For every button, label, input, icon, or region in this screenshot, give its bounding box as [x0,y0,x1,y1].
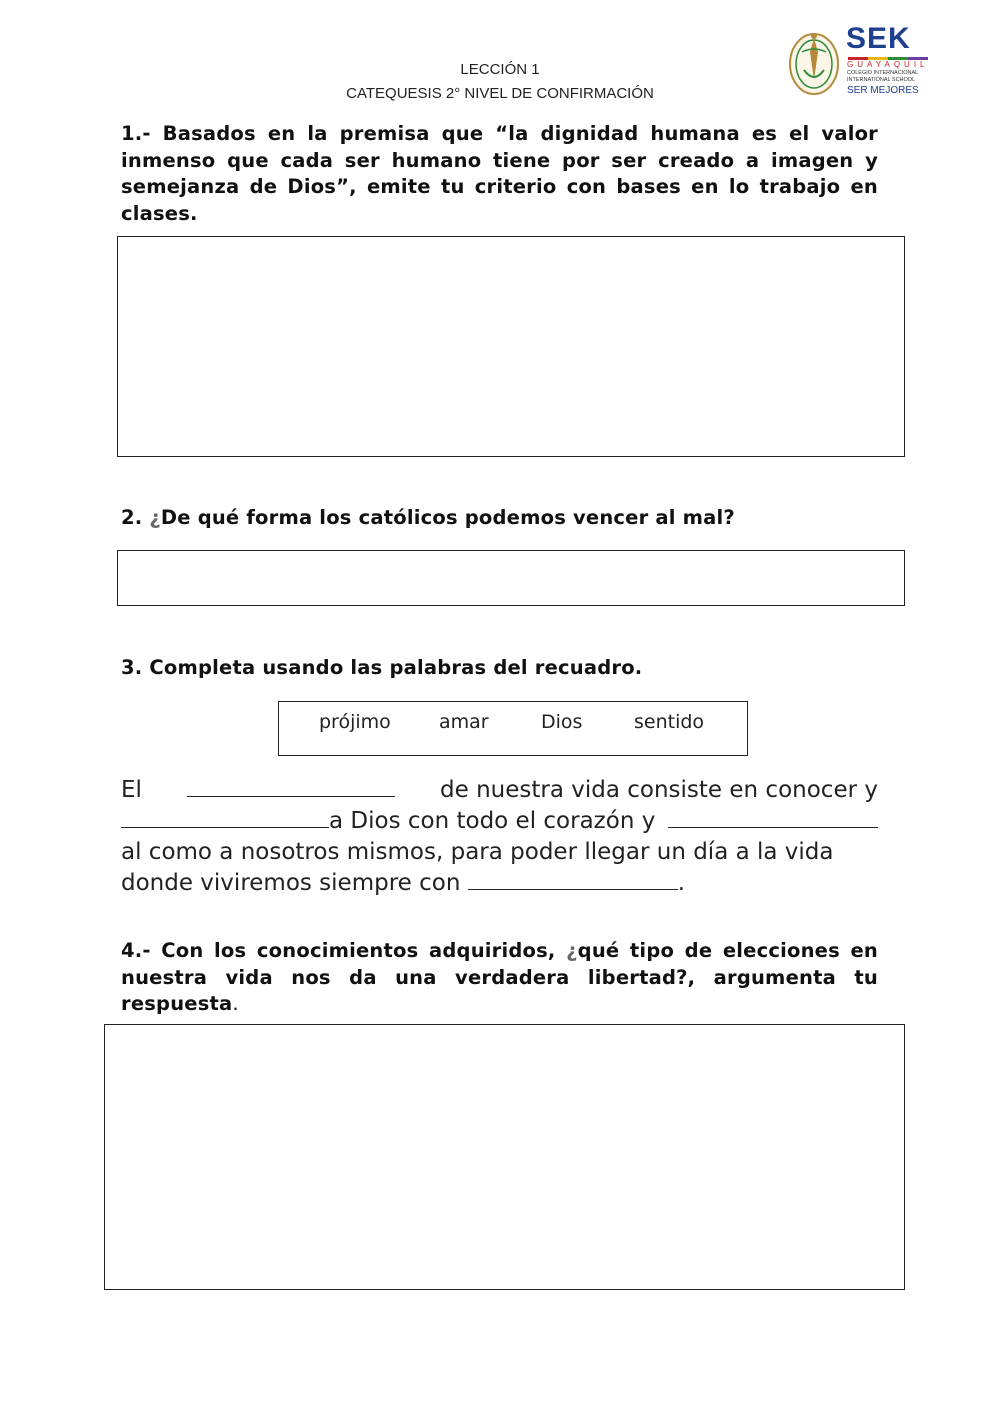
question-4-mark: ¿ [566,939,578,962]
question-2 [121,505,921,532]
lesson-subtitle: CATEQUESIS 2° NIVEL DE CONFIRMACIÓN [346,85,654,102]
question-1-line: clases. [121,201,198,225]
school-logo [784,22,934,104]
fill-text: al como a nosotros mismos, para poder llegar un día a la vida [121,839,834,865]
question-2-text: De qué forma los católicos podemos vencer al mal? [160,506,735,529]
word-bank-item: prójimo [319,711,391,733]
logo-city: GUAYAQUIL [847,60,929,69]
word-bank-item: amar [439,711,489,733]
blank-3[interactable] [668,807,878,828]
blank-4[interactable] [468,869,678,890]
question-4-text: 4.- Con los conocimientos adquiridos, [121,939,567,962]
word-bank-item: sentido [634,711,705,733]
question-4-line: nuestra vida nos da una verdadera libertad?, argumenta tu [121,965,878,989]
question-1-line: semejanza de Dios”, emite tu criterio con bases en lo trabajo en [121,175,878,198]
question-1-line: inmenso que cada ser humano tiene por ser creado a imagen y [121,148,878,172]
blank-1[interactable] [187,776,395,797]
logo-school-line2: INTERNATIONAL SCHOOL [847,77,916,83]
answer-box-1[interactable] [117,236,905,457]
question-4-line [121,991,878,1018]
fill-line-2 [121,806,878,837]
fill-text: a Dios con todo el corazón y [329,808,656,834]
word-bank-item: Dios [541,711,583,733]
question-4 [121,938,878,1018]
question-2-prefix: 2. [121,506,150,529]
fill-in-paragraph [121,775,878,899]
lesson-title: LECCIÓN 1 [460,61,540,78]
logo-school-line1: COLEGIO INTERNACIONAL [847,70,919,76]
question-4-text: qué tipo de elecciones en [577,939,878,962]
word-bank [278,701,748,756]
answer-box-4[interactable] [104,1024,905,1290]
fill-text: . [677,870,686,896]
blank-2[interactable] [121,807,329,828]
fill-text: de nuestra vida consiste en conocer y [440,777,878,803]
logo-brand: SEK [846,22,911,55]
question-4-text: . [232,992,239,1015]
fill-line-4 [121,868,878,899]
question-1-line: 1.- Basados en la premisa que “la dignidad humana es el valor [121,122,878,145]
question-4-line [121,938,878,965]
question-1 [121,121,878,227]
fill-text: donde viviremos siempre con [121,870,461,896]
fill-line-1 [121,775,878,806]
question-3-title: 3. Completa usando las palabras del recuadro. [121,656,643,679]
fill-text: El [121,777,142,803]
question-4-text: respuesta [121,992,233,1015]
question-2-mark: ¿ [149,506,161,529]
answer-box-2[interactable] [117,550,905,606]
logo-motto: SER MEJORES [847,85,919,96]
